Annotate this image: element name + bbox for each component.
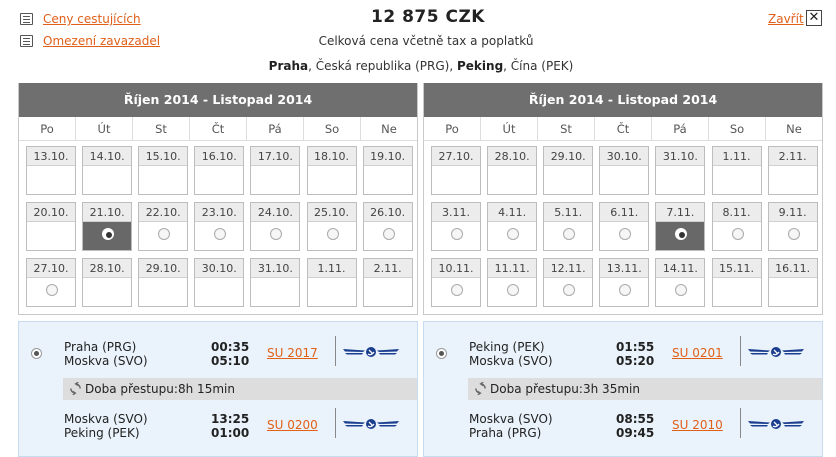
day-date: 16.10. <box>195 147 243 166</box>
day-date: 19.10. <box>364 147 412 166</box>
baggage-restrictions-link[interactable]: Omezení zavazadel <box>43 34 161 48</box>
passenger-prices-link[interactable]: Ceny cestujících <box>43 12 141 26</box>
calendar-day-cell[interactable] <box>487 146 537 195</box>
day-date: 29.10. <box>544 147 592 166</box>
route-origin-city: Praha <box>268 59 309 73</box>
calendar-day-cell[interactable] <box>250 258 300 307</box>
day-date: 5.11. <box>544 203 592 222</box>
departure-time: 13:25 <box>211 412 250 426</box>
flight-number-link[interactable]: SU 0200 <box>267 418 318 432</box>
divider <box>335 408 336 438</box>
weekday-label: Čt <box>190 117 247 141</box>
day-date: 25.10. <box>308 203 356 222</box>
weekday-label: Pá <box>652 117 709 141</box>
day-select-radio[interactable] <box>270 228 282 240</box>
day-select-radio[interactable] <box>563 228 575 240</box>
day-date: 8.11. <box>713 203 761 222</box>
arrival-time: 05:20 <box>616 354 655 368</box>
calendar-day-cell[interactable] <box>250 146 300 195</box>
weekday-label: Út <box>481 117 538 141</box>
day-date: 29.10. <box>139 259 187 278</box>
transfer-label: Doba přestupu: <box>490 382 583 396</box>
arrival-airport: Peking (PEK) <box>64 426 140 440</box>
flight-select-radio[interactable] <box>31 348 42 359</box>
day-date: 3.11. <box>432 203 480 222</box>
price-subtitle: Celková cena včetně tax a poplatků <box>318 34 534 48</box>
return-flight-panel[interactable] <box>423 321 823 457</box>
arrival-airport: Moskva (SVO) <box>64 354 148 368</box>
weekday-label: Út <box>76 117 133 141</box>
weekday-label: Po <box>19 117 76 141</box>
calendar-day-cell[interactable] <box>307 146 357 195</box>
calendar-day-cell[interactable] <box>363 202 413 251</box>
calendar-day-cell[interactable] <box>363 258 413 307</box>
calendar-day-cell[interactable] <box>138 202 188 251</box>
day-date: 13.10. <box>27 147 75 166</box>
day-date: 2.11. <box>364 259 412 278</box>
calendar-day-cell[interactable] <box>307 202 357 251</box>
day-select-radio[interactable] <box>327 228 339 240</box>
calendar-day-cell[interactable] <box>431 202 481 251</box>
weekday-header <box>19 117 417 141</box>
day-date: 22.10. <box>139 203 187 222</box>
calendar-title: Říjen 2014 - Listopad 2014 <box>424 83 822 117</box>
route-destination-city: Peking <box>457 59 504 73</box>
day-select-radio[interactable] <box>451 228 463 240</box>
calendar-day-cell[interactable] <box>543 146 593 195</box>
day-date: 30.10. <box>195 259 243 278</box>
calendar-day-cell[interactable] <box>82 146 132 195</box>
day-date: 12.11. <box>544 259 592 278</box>
aeroflot-logo <box>746 344 806 360</box>
divider <box>740 408 741 438</box>
transfer-label: Doba přestupu: <box>85 382 178 396</box>
day-date: 17.10. <box>251 147 299 166</box>
calendar-day-cell[interactable] <box>26 146 76 195</box>
calendar-day-cell[interactable] <box>655 146 705 195</box>
calendar-day-cell[interactable] <box>768 146 818 195</box>
day-select-radio[interactable] <box>451 284 463 296</box>
day-date: 15.11. <box>713 259 761 278</box>
aeroflot-logo <box>746 416 806 432</box>
calendar-day-cell[interactable] <box>82 258 132 307</box>
calendar-day-cell[interactable] <box>599 258 649 307</box>
departure-airport: Moskva (SVO) <box>64 412 148 426</box>
day-date: 16.11. <box>769 259 817 278</box>
divider <box>335 336 336 366</box>
day-select-radio[interactable] <box>788 228 800 240</box>
day-date: 31.10. <box>251 259 299 278</box>
day-select-radio[interactable] <box>563 284 575 296</box>
calendar-day-cell[interactable] <box>82 202 132 251</box>
day-select-radio[interactable] <box>102 228 114 240</box>
calendar-day-cell[interactable] <box>599 146 649 195</box>
day-date: 14.11. <box>656 259 704 278</box>
transfer-time: 3h 35min <box>583 382 640 396</box>
day-select-radio[interactable] <box>619 284 631 296</box>
day-select-radio[interactable] <box>158 228 170 240</box>
day-date: 26.10. <box>364 203 412 222</box>
route-origin-detail: , Česká republika (PRG), <box>308 59 457 73</box>
calendar-day-cell[interactable] <box>250 202 300 251</box>
segment-1-places <box>64 340 148 368</box>
calendar-day-cell[interactable] <box>194 146 244 195</box>
day-select-radio[interactable] <box>732 228 744 240</box>
calendar-day-cell[interactable] <box>194 258 244 307</box>
transfer-info <box>468 378 822 400</box>
flight-number-link[interactable]: SU 2010 <box>672 418 723 432</box>
outbound-flight-panel[interactable] <box>18 321 418 457</box>
day-date: 13.11. <box>600 259 648 278</box>
flight-select-radio[interactable] <box>436 348 447 359</box>
calendar-day-cell[interactable] <box>307 258 357 307</box>
day-date: 2.11. <box>769 147 817 166</box>
arrival-airport: Moskva (SVO) <box>469 354 553 368</box>
transfer-time: 8h 15min <box>178 382 235 396</box>
segment-2-times <box>211 412 249 440</box>
refresh-icon <box>474 382 487 395</box>
flight-number-link[interactable]: SU 0201 <box>672 346 723 360</box>
calendar-day-cell[interactable] <box>487 202 537 251</box>
arrival-time: 05:10 <box>211 354 250 368</box>
day-date: 14.10. <box>83 147 131 166</box>
calendar-day-cell[interactable] <box>768 202 818 251</box>
calendar-day-cell[interactable] <box>712 258 762 307</box>
transfer-info <box>63 378 417 400</box>
day-date: 4.11. <box>488 203 536 222</box>
close-icon[interactable]: ✕ <box>806 10 822 26</box>
outbound-calendar <box>18 83 418 315</box>
route-destination-detail: , Čína (PEK) <box>503 59 574 73</box>
day-date: 1.11. <box>713 147 761 166</box>
day-date: 23.10. <box>195 203 243 222</box>
day-date: 28.10. <box>83 259 131 278</box>
calendar-day-cell[interactable] <box>543 202 593 251</box>
day-date: 15.10. <box>139 147 187 166</box>
departure-airport: Moskva (SVO) <box>469 412 553 426</box>
calendar-day-cell[interactable] <box>431 258 481 307</box>
weekday-label: St <box>538 117 595 141</box>
day-date: 27.10. <box>432 147 480 166</box>
aeroflot-logo <box>341 416 401 432</box>
day-date: 7.11. <box>656 203 704 222</box>
calendar-day-cell[interactable] <box>138 146 188 195</box>
day-date: 9.11. <box>769 203 817 222</box>
weekday-label: Pá <box>247 117 304 141</box>
departure-time: 01:55 <box>616 340 655 354</box>
weekday-label: St <box>133 117 190 141</box>
arrival-airport: Praha (PRG) <box>469 426 542 440</box>
day-select-radio[interactable] <box>46 284 58 296</box>
weekday-header <box>424 117 822 141</box>
day-select-radio[interactable] <box>214 228 226 240</box>
calendar-day-cell[interactable] <box>26 202 76 251</box>
day-select-radio[interactable] <box>507 284 519 296</box>
weekday-label: So <box>709 117 766 141</box>
segment-1-times <box>616 340 654 368</box>
weekday-label: So <box>304 117 361 141</box>
calendar-day-cell[interactable] <box>543 258 593 307</box>
day-date: 20.10. <box>27 203 75 222</box>
departure-time: 08:55 <box>616 412 655 426</box>
aeroflot-logo <box>341 344 401 360</box>
segment-2-places <box>469 412 553 440</box>
segment-2-places <box>64 412 148 440</box>
day-date: 11.11. <box>488 259 536 278</box>
return-calendar <box>423 83 823 315</box>
refresh-icon <box>69 382 82 395</box>
segment-1-places <box>469 340 553 368</box>
calendar-title: Říjen 2014 - Listopad 2014 <box>19 83 417 117</box>
arrival-time: 09:45 <box>616 426 655 440</box>
calendar-day-cell[interactable] <box>363 146 413 195</box>
weekday-label: Po <box>424 117 481 141</box>
day-date: 10.11. <box>432 259 480 278</box>
departure-time: 00:35 <box>211 340 250 354</box>
calendar-day-cell[interactable] <box>712 202 762 251</box>
calendar-day-cell[interactable] <box>138 258 188 307</box>
calendar-day-cell[interactable] <box>599 202 649 251</box>
segment-2-times <box>616 412 654 440</box>
day-date: 24.10. <box>251 203 299 222</box>
divider <box>740 336 741 366</box>
day-select-radio[interactable] <box>507 228 519 240</box>
day-date: 6.11. <box>600 203 648 222</box>
calendar-day-cell[interactable] <box>655 258 705 307</box>
day-select-radio[interactable] <box>383 228 395 240</box>
calendar-day-cell[interactable] <box>655 202 705 251</box>
calendar-day-cell[interactable] <box>431 146 481 195</box>
weekday-label: Čt <box>595 117 652 141</box>
day-date: 1.11. <box>308 259 356 278</box>
arrival-time: 01:00 <box>211 426 250 440</box>
departure-airport: Praha (PRG) <box>64 340 137 354</box>
calendar-day-cell[interactable] <box>194 202 244 251</box>
flight-number-link[interactable]: SU 2017 <box>267 346 318 360</box>
weekday-label: Ne <box>766 117 822 141</box>
close-link[interactable]: Zavřít <box>768 12 804 26</box>
day-select-radio[interactable] <box>675 284 687 296</box>
day-date: 31.10. <box>656 147 704 166</box>
calendar-day-cell[interactable] <box>712 146 762 195</box>
total-price: 12 875 CZK <box>371 7 485 27</box>
calendar-day-cell[interactable] <box>768 258 818 307</box>
weekday-label: Ne <box>361 117 417 141</box>
day-date: 18.10. <box>308 147 356 166</box>
departure-airport: Peking (PEK) <box>469 340 545 354</box>
day-date: 27.10. <box>27 259 75 278</box>
calendar-day-cell[interactable] <box>487 258 537 307</box>
calendar-day-cell[interactable] <box>26 258 76 307</box>
day-date: 30.10. <box>600 147 648 166</box>
day-select-radio[interactable] <box>619 228 631 240</box>
segment-1-times <box>211 340 249 368</box>
route-summary <box>0 59 836 73</box>
day-date: 28.10. <box>488 147 536 166</box>
day-date: 21.10. <box>83 203 131 222</box>
